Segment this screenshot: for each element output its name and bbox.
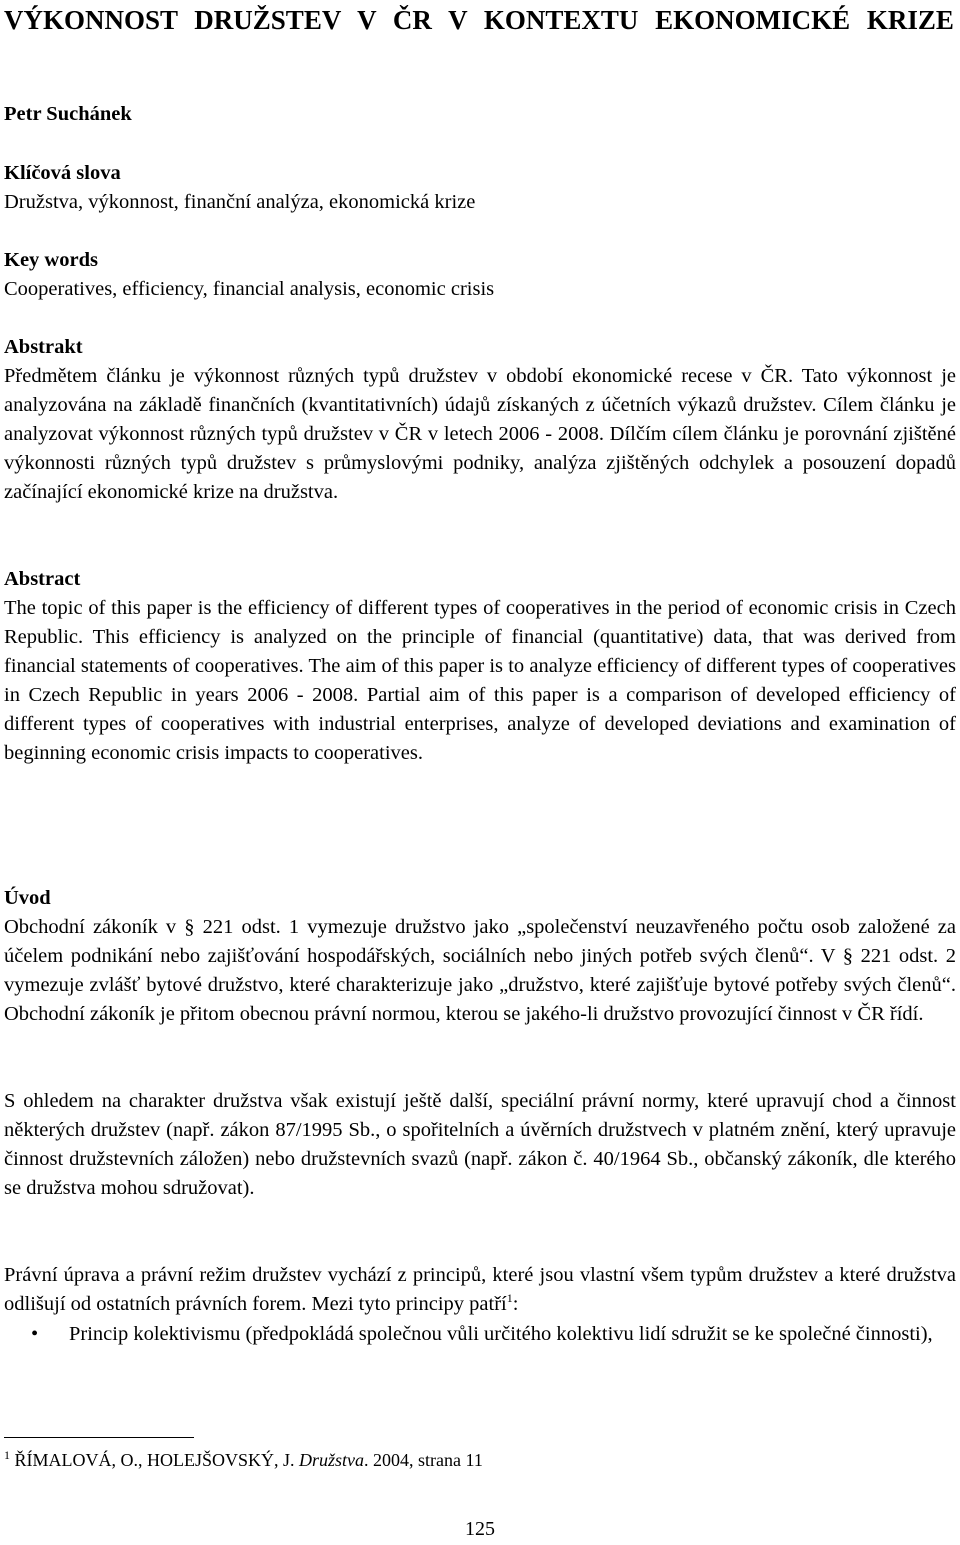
keywords-en-heading: Key words (4, 249, 98, 271)
bullet-icon: • (31, 1323, 39, 1345)
keywords-en-section (4, 246, 956, 304)
paper-title: VÝKONNOST DRUŽSTEV V ČR V KONTEXTU EKONOMICKÉ KRIZE (4, 5, 954, 35)
footnote-number: 1 (4, 1448, 10, 1462)
footnote-reference: 1 (506, 1291, 513, 1306)
author-name: Petr Suchánek (4, 103, 132, 125)
abstract-heading: Abstract (4, 568, 81, 590)
keywords-en-text: Cooperatives, efficiency, financial analysis, economic crisis (4, 278, 495, 300)
uvod-paragraph-2: S ohledem na charakter družstva však existují ještě další, speciální právní normy, které upravují chod a činnost některých družstev (např. zákon 87/1995 Sb., o spořitelních a úvěrních družstvech v platném znění, který upravuje činnost družstevních záložen) nebo družstevních svazů (např. zákon č. 40/1964 Sb., občanský zákoník, dle kterého se družstva mohou sdružovat). (4, 1090, 956, 1199)
uvod-section (4, 884, 956, 1029)
keywords-cz-heading: Klíčová slova (4, 162, 121, 184)
footnote-authors: ŘÍMALOVÁ, O., HOLEJŠOVSKÝ, J. (14, 1450, 295, 1470)
list-item-text: Princip kolektivismu (předpokládá společnou vůli určitého kolektivu lidí sdružit se ke společné činnosti), (69, 1323, 933, 1345)
principles-list (4, 1320, 956, 1349)
uvod-heading: Úvod (4, 887, 51, 909)
uvod-paragraph-3-end: : (512, 1293, 519, 1315)
keywords-cz-text: Družstva, výkonnost, finanční analýza, ekonomická krize (4, 191, 476, 213)
list-item (4, 1320, 956, 1349)
uvod-paragraph-1: Obchodní zákoník v § 221 odst. 1 vymezuje družstvo jako „společenství neuzavřeného počtu osob založené za účelem podnikání nebo zajišťování hospodářských, sociálních nebo jiných potřeb svých členů“. V § 221 odst. 2 vymezuje zvlášť bytové družstvo, které charakterizuje jako „družstvo, které zajišťuje bytové potřeby svých členů“. Obchodní zákoník je přitom obecnou právní normou, kterou se jakého-li družstvo provozující činnost v ČR řídí. (4, 916, 956, 1025)
footnote-work-title: Družstva (299, 1450, 365, 1470)
footnote-rest: . 2004, strana 11 (364, 1450, 483, 1470)
abstrakt-text: Předmětem článku je výkonnost různých typů družstev v období ekonomické recese v ČR. Tato výkonnost je analyzována na základě finančních (kvantitativních) údajů získaných z účetních výkazů družstev. Cílem článku je analyzovat výkonnost různých typů družstev v ČR v letech 2006 - 2008. Dílčím cílem článku je porovnání zjištěné výkonnosti různých typů družstev s průmyslovými podniky, analýza zjištěných odchylek a posouzení dopadů začínající ekonomické krize na družstva. (4, 365, 956, 503)
footnote (4, 1448, 483, 1472)
uvod-paragraph-3-text: Právní úprava a právní režim družstev vychází z principů, které jsou vlastní všem typům družstev a které družstva odlišují od ostatních právních forem. Mezi tyto principy patří (4, 1264, 956, 1315)
keywords-cz-section (4, 159, 956, 217)
abstrakt-section (4, 333, 956, 507)
page-number: 125 (465, 1518, 495, 1540)
abstract-text: The topic of this paper is the efficiency of different types of cooperatives in the period of economic crisis in Czech Republic. This efficiency is analyzed on the principle of financial (quantitative) data, that was derived from financial statements of cooperatives. The aim of this paper is to analyze efficiency of different types of cooperatives in Czech Republic in years 2006 - 2008. Partial aim of this paper is a comparison of developed efficiency of different types of cooperatives with industrial enterprises, analyze of developed deviations and examination of beginning economic crisis impacts to cooperatives. (4, 597, 956, 764)
abstrakt-heading: Abstrakt (4, 336, 83, 358)
uvod-paragraph-3 (4, 1261, 956, 1319)
abstract-section (4, 565, 956, 768)
footnote-divider (4, 1437, 194, 1438)
